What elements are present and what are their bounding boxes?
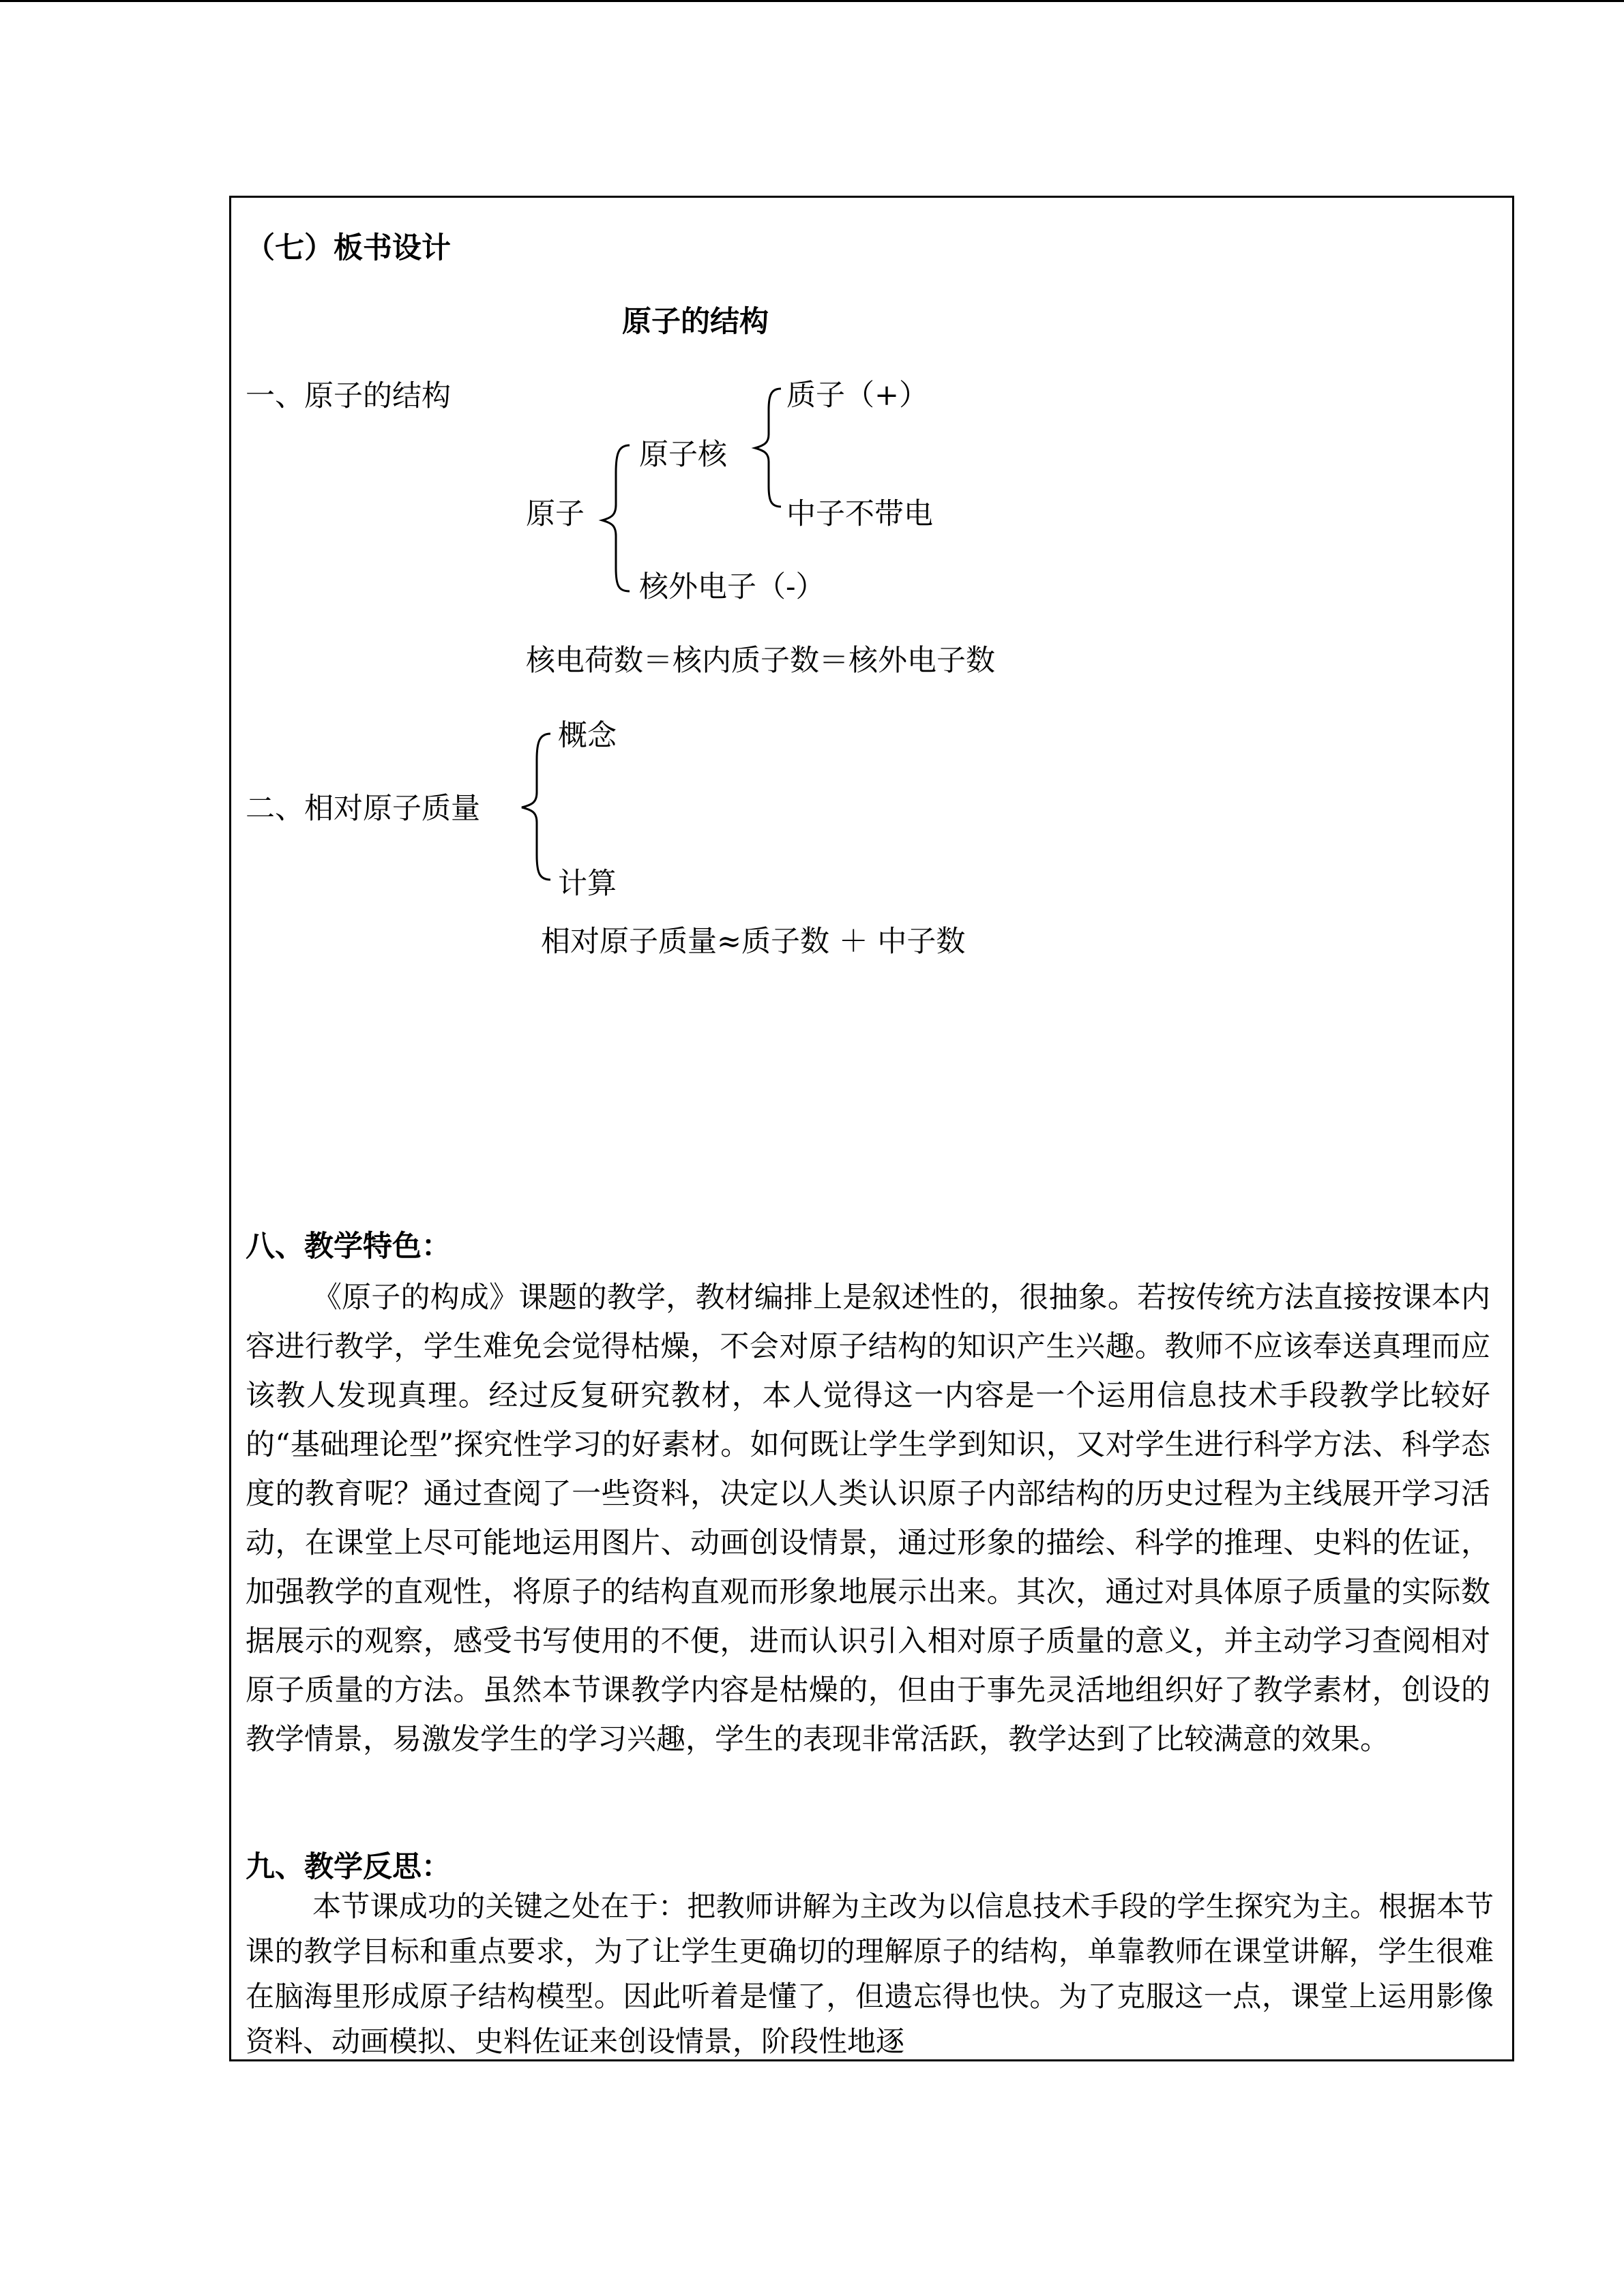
mass-formula: 相对原子质量≈质子数 ＋ 中子数 [541, 925, 966, 959]
mass-brace [515, 730, 556, 883]
proton-label: 质子（+） [786, 378, 929, 413]
board-title: 原子的结构 [622, 305, 769, 339]
part2-heading: 二、相对原子质量 [246, 792, 480, 826]
features-paragraph: 《原子的构成》课题的教学，教材编排上是叙述性的，很抽象。若按传统方法直接按课本内容进行教学，学生难免会觉得枯燥，不会对原子结构的知识产生兴趣。教师不应该奉送真理而应该教人发现真理。经过反复研究教材，本人觉得这一内容是一个运用信息技术手段教学比较好的“基础理论型”探究性学习的好素材。如何既让学生学到知识，又对学生进行科学方法、科学态度的教育呢？通过查阅了一些资料，决定以人类认识原子内部结构的历史过程为主线展开学习活动，在课堂上尽可能地运用图片、动画创设情景，通过形象的描绘、科学的推理、史料的佐证，加强教学的直观性，将原子的结构直观而形象地展示出来。其次，通过对具体原子质量的实际数据展示的观察，感受书写使用的不便，进而认识引入相对原子质量的意义，并主动学习查阅相对原子质量的方法。虽然本节课教学内容是枯燥的，但由于事先灵活地组织好了教学素材，创设的教学情景，易激发学生的学习兴趣，学生的表现非常活跃，教学达到了比较满意的效果。 [246, 1281, 1490, 1757]
reflection-heading: 九、教学反思： [246, 1850, 451, 1884]
neutron-label: 中子不带电 [786, 497, 933, 531]
atom-brace [597, 440, 638, 597]
content-table-frame [229, 196, 1514, 2061]
atom-label: 原子 [526, 497, 585, 531]
page-top-rule [0, 0, 1624, 2]
calculation-label: 计算 [558, 867, 617, 901]
concept-label: 概念 [558, 719, 617, 753]
nucleus-label: 原子核 [639, 438, 727, 472]
electron-label: 核外电子（-） [639, 570, 825, 604]
features-heading: 八、教学特色： [246, 1229, 451, 1264]
board-design-heading: （七）板书设计 [246, 231, 451, 265]
charge-equation: 核电荷数＝核内质子数＝核外电子数 [526, 644, 995, 678]
reflection-paragraph: 本节课成功的关键之处在于：把教师讲解为主改为以信息技术手段的学生探究为主。根据本节课的教学目标和重点要求，为了让学生更确切的理解原子的结构，单靠教师在课堂讲解，学生很难在脑海里形成原子结构模型。因此听着是懂了，但遗忘得也快。为了克服这一点，课堂上运用影像资料、动画模拟、史料佐证来创设情景，阶段性地逐 [246, 1890, 1494, 2058]
part1-heading: 一、原子的结构 [246, 379, 451, 413]
nucleus-brace [747, 385, 788, 508]
